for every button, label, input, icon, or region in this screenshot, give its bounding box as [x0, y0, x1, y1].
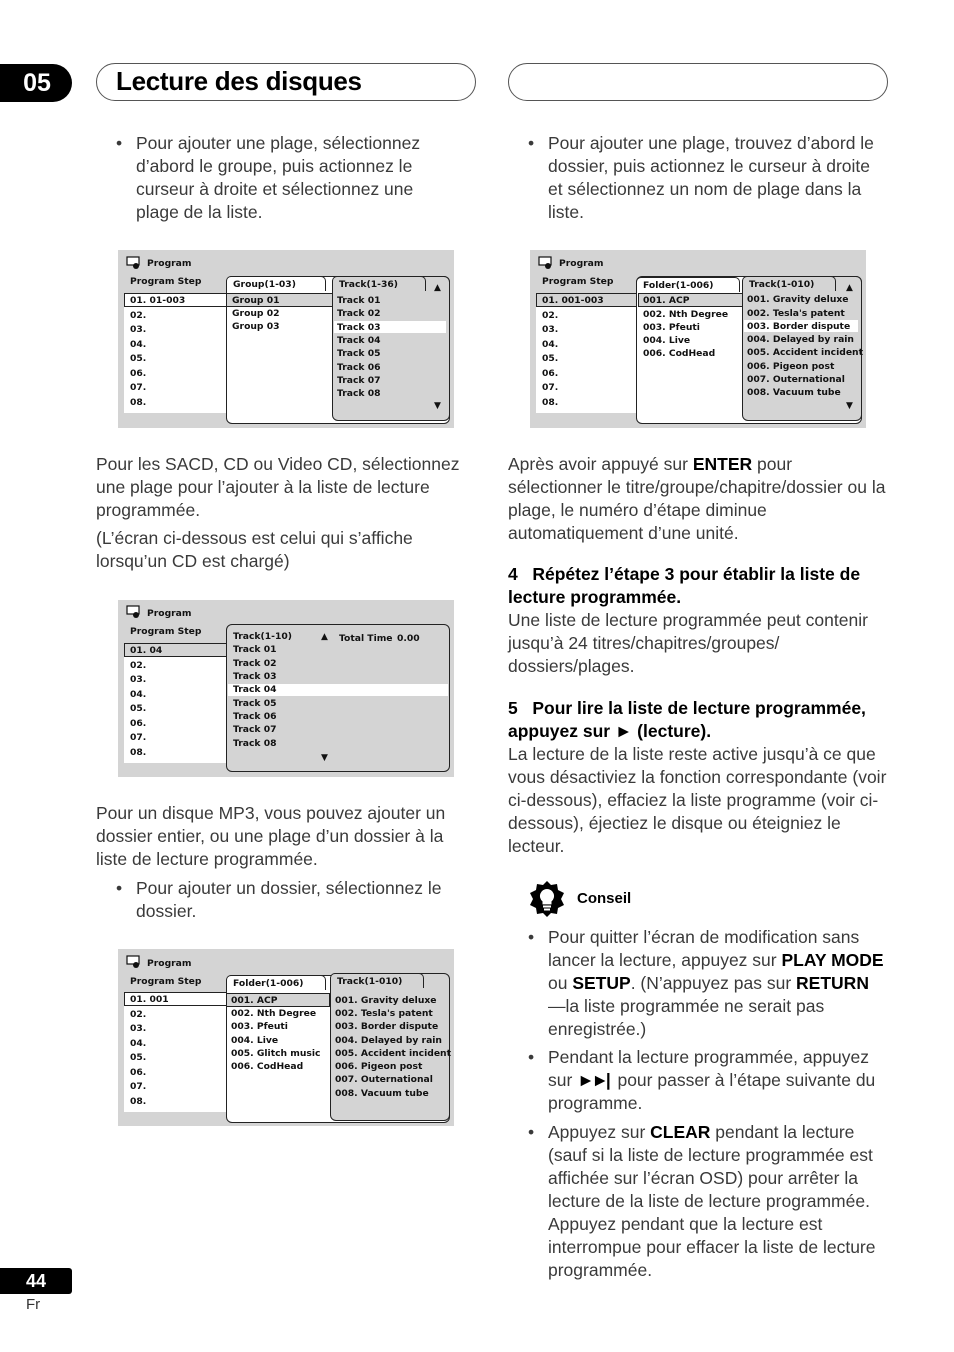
track-item[interactable]: Track 07	[233, 724, 277, 735]
next-track-icon: ►►|	[577, 1070, 608, 1090]
track-item[interactable]: 008. Vacuum tube	[335, 1088, 429, 1099]
step-row: 02.	[130, 1009, 147, 1020]
track-item[interactable]: 002. Tesla's patent	[747, 308, 845, 319]
track-item[interactable]: Track 05	[233, 698, 277, 709]
step-row: 02.	[542, 310, 559, 321]
step-row: 03.	[130, 674, 147, 685]
para-cd-note: (L’écran ci-dessous est celui qui s’affiche lorsqu’un CD est chargé)	[96, 528, 413, 571]
bullet-dot: •	[116, 133, 123, 153]
step-row: 07.	[130, 732, 147, 743]
osd-screen-mp3-folder	[118, 949, 454, 1126]
scroll-up-icon[interactable]: ▲	[846, 283, 853, 293]
total-time-value: 0.00	[397, 633, 420, 644]
track-item[interactable]: 001. Gravity deluxe	[747, 294, 849, 305]
track-item[interactable]: 007. Outernational	[747, 374, 845, 385]
bullet-add-folder: • Pour ajouter un dossier, sélectionnez le dossier.	[116, 878, 442, 921]
program-step-label: Program Step	[130, 626, 202, 637]
folder-item[interactable]: 001. ACP	[231, 995, 278, 1006]
step-row: 08.	[542, 397, 559, 408]
track-item[interactable]: Track 02	[233, 658, 277, 669]
para-enter: Après avoir appuyé sur ENTER pour sélectionner le titre/groupe/chapitre/dossier ou la plage, le numéro d’étape diminue automatiquement d’une unité.	[508, 454, 886, 543]
chapter-badge: 05	[0, 64, 72, 102]
track-item[interactable]: 005. Accident incident	[747, 347, 863, 358]
program-label: Program	[147, 258, 192, 269]
step-row: 02.	[130, 660, 147, 671]
program-step-label: Program Step	[130, 976, 202, 987]
program-icon	[538, 256, 554, 269]
track-item[interactable]: Track 07	[337, 375, 381, 386]
step-row: 01. 04	[130, 645, 163, 656]
track-item[interactable]: Track 03	[233, 671, 277, 682]
conseil-label: Conseil	[577, 890, 632, 907]
program-icon	[126, 256, 142, 269]
key-play-mode: PLAY MODE	[781, 950, 884, 970]
scroll-up-icon[interactable]: ▲	[434, 283, 441, 293]
step-row: 04.	[130, 339, 147, 350]
track-header: Track(1-10)	[233, 631, 292, 642]
track-item[interactable]: 003. Border dispute	[335, 1021, 439, 1032]
bullet-dot: •	[528, 1047, 535, 1067]
step-row: 06.	[130, 718, 147, 729]
para-mp3: Pour un disque MP3, vous pouvez ajouter un dossier entier, ou une plage d’un dossier à la liste de lecture programmée.	[96, 803, 446, 869]
program-step-label: Program Step	[542, 276, 614, 287]
title-frame-right	[508, 63, 888, 101]
step-row: 05.	[542, 353, 559, 364]
key-setup: SETUP	[572, 973, 631, 993]
bullet-add-track-group: • Pour ajouter une plage, sélectionnez d’abord le groupe, puis actionnez le curseur à droite et sélectionnez une plage de la liste.	[116, 133, 421, 222]
track-item[interactable]: 002. Tesla's patent	[335, 1008, 433, 1019]
folder-item[interactable]: 005. Glitch music	[231, 1048, 321, 1059]
step-row: 04.	[130, 1038, 147, 1049]
step-row: 06.	[130, 1067, 147, 1078]
step-row: 05.	[130, 703, 147, 714]
step4-body: Une liste de lecture programmée peut contenir jusqu’à 24 titres/chapitres/groupes/ dossiers/plages.	[508, 610, 868, 676]
track-item[interactable]: 006. Pigeon post	[747, 361, 835, 372]
step-row: 06.	[542, 368, 559, 379]
page-number: 44	[0, 1268, 72, 1294]
step-list	[124, 293, 226, 413]
language-code: Fr	[26, 1296, 41, 1313]
track-item[interactable]: Track 05	[337, 348, 381, 359]
track-item[interactable]: Track 02	[337, 308, 381, 319]
step-list	[124, 643, 226, 763]
track-item[interactable]: 007. Outernational	[335, 1074, 433, 1085]
program-label: Program	[559, 258, 604, 269]
step-row: 08.	[130, 747, 147, 758]
step-row: 08.	[130, 1096, 147, 1107]
step-row: 01. 001	[130, 994, 169, 1005]
program-icon	[126, 605, 142, 618]
key-enter: ENTER	[692, 454, 753, 474]
step-row: 04.	[542, 339, 559, 350]
page-title: Lecture des disques	[116, 66, 362, 96]
bullet-dot: •	[528, 133, 535, 153]
osd-screen-group	[118, 250, 454, 428]
step-row: 01. 01-003	[130, 295, 186, 306]
track-item[interactable]: Track 08	[337, 388, 381, 399]
lightbulb-icon	[528, 880, 566, 918]
program-label: Program	[147, 608, 192, 619]
step-row: 04.	[130, 689, 147, 700]
tip-exit: • Pour quitter l’écran de modification sans lancer la lecture, appuyez sur PLAY MODE ou SETUP. (N’appuyez pas sur RETURN—la liste programmée ne serait pas enregistrée.)	[528, 927, 884, 1039]
folder-item[interactable]: 002. Nth Degree	[643, 309, 729, 320]
track-item[interactable]: 001. Gravity deluxe	[335, 995, 437, 1006]
track-item[interactable]: 008. Vacuum tube	[747, 387, 841, 398]
track-item[interactable]: 004. Delayed by rain	[747, 334, 854, 345]
track-item[interactable]: Track 01	[337, 295, 381, 306]
track-header: Track(1-36)	[332, 276, 426, 291]
program-icon	[126, 955, 142, 968]
step-row: 05.	[130, 353, 147, 364]
bullet-add-track-folder: • Pour ajouter une plage, trouvez d’abord le dossier, puis actionnez le curseur à droite et sélectionnez un nom de plage dans la liste.	[528, 133, 874, 222]
scroll-down-icon[interactable]: ▼	[434, 401, 441, 411]
folder-item[interactable]: 002. Nth Degree	[231, 1008, 317, 1019]
scroll-up-icon[interactable]: ▲	[321, 632, 328, 642]
bullet-dot: •	[528, 1122, 535, 1142]
para-sacd: Pour les SACD, CD ou Video CD, sélectionnez une plage pour l’ajouter à la liste de lecture programmée.	[96, 454, 460, 520]
step-row: 07.	[130, 382, 147, 393]
step-row: 01. 001-003	[542, 295, 604, 306]
track-item[interactable]: 005. Accident incident	[335, 1048, 451, 1059]
group-item[interactable]: Group 01	[232, 295, 280, 306]
bullet-dot: •	[528, 927, 535, 947]
step4-heading: 4 Répétez l’étape 3 pour établir la liste de lecture programmée.	[508, 564, 861, 607]
track-item[interactable]: Track 04	[337, 335, 381, 346]
bullet-dot: •	[116, 878, 123, 898]
track-item[interactable]: Track 03	[337, 322, 381, 333]
track-item[interactable]: Track 04	[233, 684, 277, 695]
scroll-down-icon[interactable]: ▼	[846, 401, 853, 411]
folder-item[interactable]: 006. CodHead	[231, 1061, 304, 1072]
step-row: 03.	[130, 324, 147, 335]
folder-header: Folder(1-006)	[636, 277, 740, 292]
osd-screen-cd	[118, 600, 454, 777]
step-row: 06.	[130, 368, 147, 379]
step5-heading: 5 Pour lire la liste de lecture programmée, appuyez sur ► (lecture).	[508, 698, 866, 741]
osd-screen-mp3-track	[530, 250, 866, 428]
folder-item[interactable]: 004. Live	[643, 335, 691, 346]
folder-item[interactable]: 003. Pfeuti	[643, 322, 700, 333]
folder-item[interactable]: 003. Pfeuti	[231, 1021, 288, 1032]
folder-item[interactable]: 006. CodHead	[643, 348, 716, 359]
group-header: Group(1-03)	[226, 276, 326, 291]
group-item[interactable]: Group 03	[232, 321, 280, 332]
track-item[interactable]: 006. Pigeon post	[335, 1061, 423, 1072]
track-item[interactable]: Track 06	[337, 362, 381, 373]
total-time-label: Total Time	[339, 633, 393, 644]
step-list	[536, 293, 638, 413]
step-row: 02.	[130, 310, 147, 321]
step-row: 03.	[130, 1023, 147, 1034]
step-row: 07.	[130, 1081, 147, 1092]
key-return: RETURN	[796, 973, 869, 993]
track-item[interactable]: Track 01	[233, 644, 277, 655]
program-label: Program	[147, 958, 192, 969]
program-step-label: Program Step	[130, 276, 202, 287]
step-list	[124, 992, 226, 1112]
tip-clear: • Appuyez sur CLEAR pendant la lecture (sauf si la liste de lecture programmée est affichée sur l’écran OSD) pour arrêter la lecture de la liste de lecture programmée. Appuyez pendant que la lecture est interrompue pour effacer la liste de lecture programmée.	[528, 1122, 876, 1280]
group-item[interactable]: Group 02	[232, 308, 280, 319]
track-header: Track(1-010)	[330, 973, 424, 988]
step-row: 03.	[542, 324, 559, 335]
track-item[interactable]: Track 08	[233, 738, 277, 749]
play-icon: ►	[614, 721, 633, 741]
step-row: 08.	[130, 397, 147, 408]
tip-next: • Pendant la lecture programmée, appuyez sur ►►| pour passer à l’étape suivante du programme.	[528, 1047, 876, 1113]
folder-item[interactable]: 004. Live	[231, 1035, 279, 1046]
step5-body: La lecture de la liste reste active jusqu’à ce que vous désactiviez la fonction correspondante (voir ci-dessous), effaciez la liste programme (voir ci-dessous), éjectiez le disque ou éteigniez le lecteur.	[508, 744, 887, 856]
track-item[interactable]: Track 06	[233, 711, 277, 722]
step-row: 05.	[130, 1052, 147, 1063]
folder-item[interactable]: 001. ACP	[643, 295, 690, 306]
folder-header: Folder(1-006)	[226, 975, 326, 990]
track-header: Track(1-010)	[742, 276, 836, 291]
track-item[interactable]: 004. Delayed by rain	[335, 1035, 442, 1046]
scroll-down-icon[interactable]: ▼	[321, 753, 328, 763]
step-row: 07.	[542, 382, 559, 393]
key-clear: CLEAR	[650, 1122, 711, 1142]
track-item[interactable]: 003. Border dispute	[747, 321, 851, 332]
